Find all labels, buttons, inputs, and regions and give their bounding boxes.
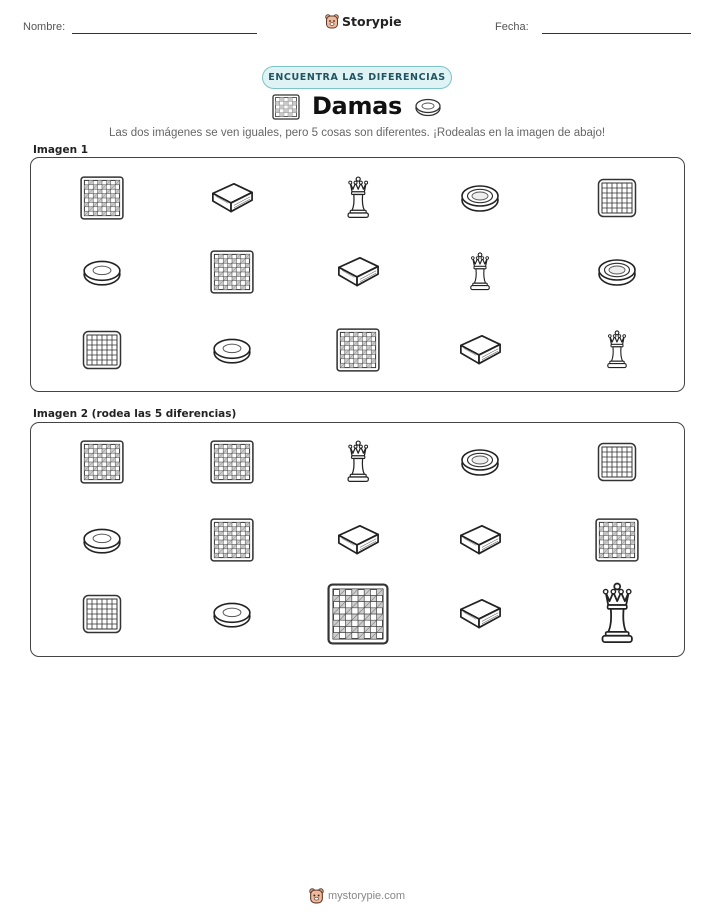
image1-label: Imagen 1: [33, 144, 89, 156]
book-icon: [445, 315, 515, 385]
book-icon: [323, 237, 393, 307]
name-line: [72, 33, 257, 34]
checkerboard-icon[interactable]: [582, 505, 652, 575]
image2-label: Imagen 2 (rodea las 5 diferencias): [33, 408, 237, 420]
checker-piece-icon: [67, 237, 137, 307]
book-icon[interactable]: [323, 505, 393, 575]
chess-queen-icon: [323, 163, 393, 233]
brand-name: Storypie: [342, 14, 402, 29]
chess-queen-icon[interactable]: [582, 579, 652, 649]
checkerboard-icon: [323, 315, 393, 385]
chess-queen-icon: [582, 315, 652, 385]
grid-board-icon: [582, 163, 652, 233]
storypie-logo: [325, 14, 402, 29]
checkerboard-icon[interactable]: [67, 427, 137, 497]
checker-piece-icon[interactable]: [445, 427, 515, 497]
date-label: Fecha:: [495, 21, 529, 33]
bear-icon: [325, 14, 339, 29]
name-label: Nombre:: [23, 21, 66, 33]
grid-board-icon[interactable]: [67, 579, 137, 649]
checkerboard-icon: [67, 163, 137, 233]
grid-board-icon[interactable]: [582, 427, 652, 497]
bear-icon: [309, 888, 324, 904]
checkerboard-icon: [272, 94, 300, 125]
chess-queen-icon: [445, 237, 515, 307]
grid-board-icon: [67, 315, 137, 385]
checkerboard-icon[interactable]: [197, 427, 267, 497]
book-icon[interactable]: [445, 505, 515, 575]
page-title: Damas: [311, 92, 403, 120]
book-icon: [197, 163, 267, 233]
checkerboard-icon[interactable]: [197, 505, 267, 575]
chess-queen-icon[interactable]: [323, 427, 393, 497]
footer-url: mystorypie.com: [327, 890, 406, 902]
date-line: [542, 33, 691, 34]
activity-badge: ENCUENTRA LAS DIFERENCIAS: [262, 66, 452, 89]
checker-piece-icon: [445, 163, 515, 233]
checker-piece-icon[interactable]: [67, 505, 137, 575]
checkerboard-icon[interactable]: [323, 579, 393, 649]
checker-piece-icon: [582, 237, 652, 307]
book-icon[interactable]: [445, 579, 515, 649]
checkerboard-icon: [197, 237, 267, 307]
checker-piece-icon: [197, 315, 267, 385]
footer: [0, 888, 714, 904]
checker-piece-icon[interactable]: [197, 579, 267, 649]
instructions-text: Las dos imágenes se ven iguales, pero 5 cosas son diferentes. ¡Rodealas en la imagen de abajo!: [108, 127, 606, 139]
checker-piece-icon: [414, 97, 442, 122]
